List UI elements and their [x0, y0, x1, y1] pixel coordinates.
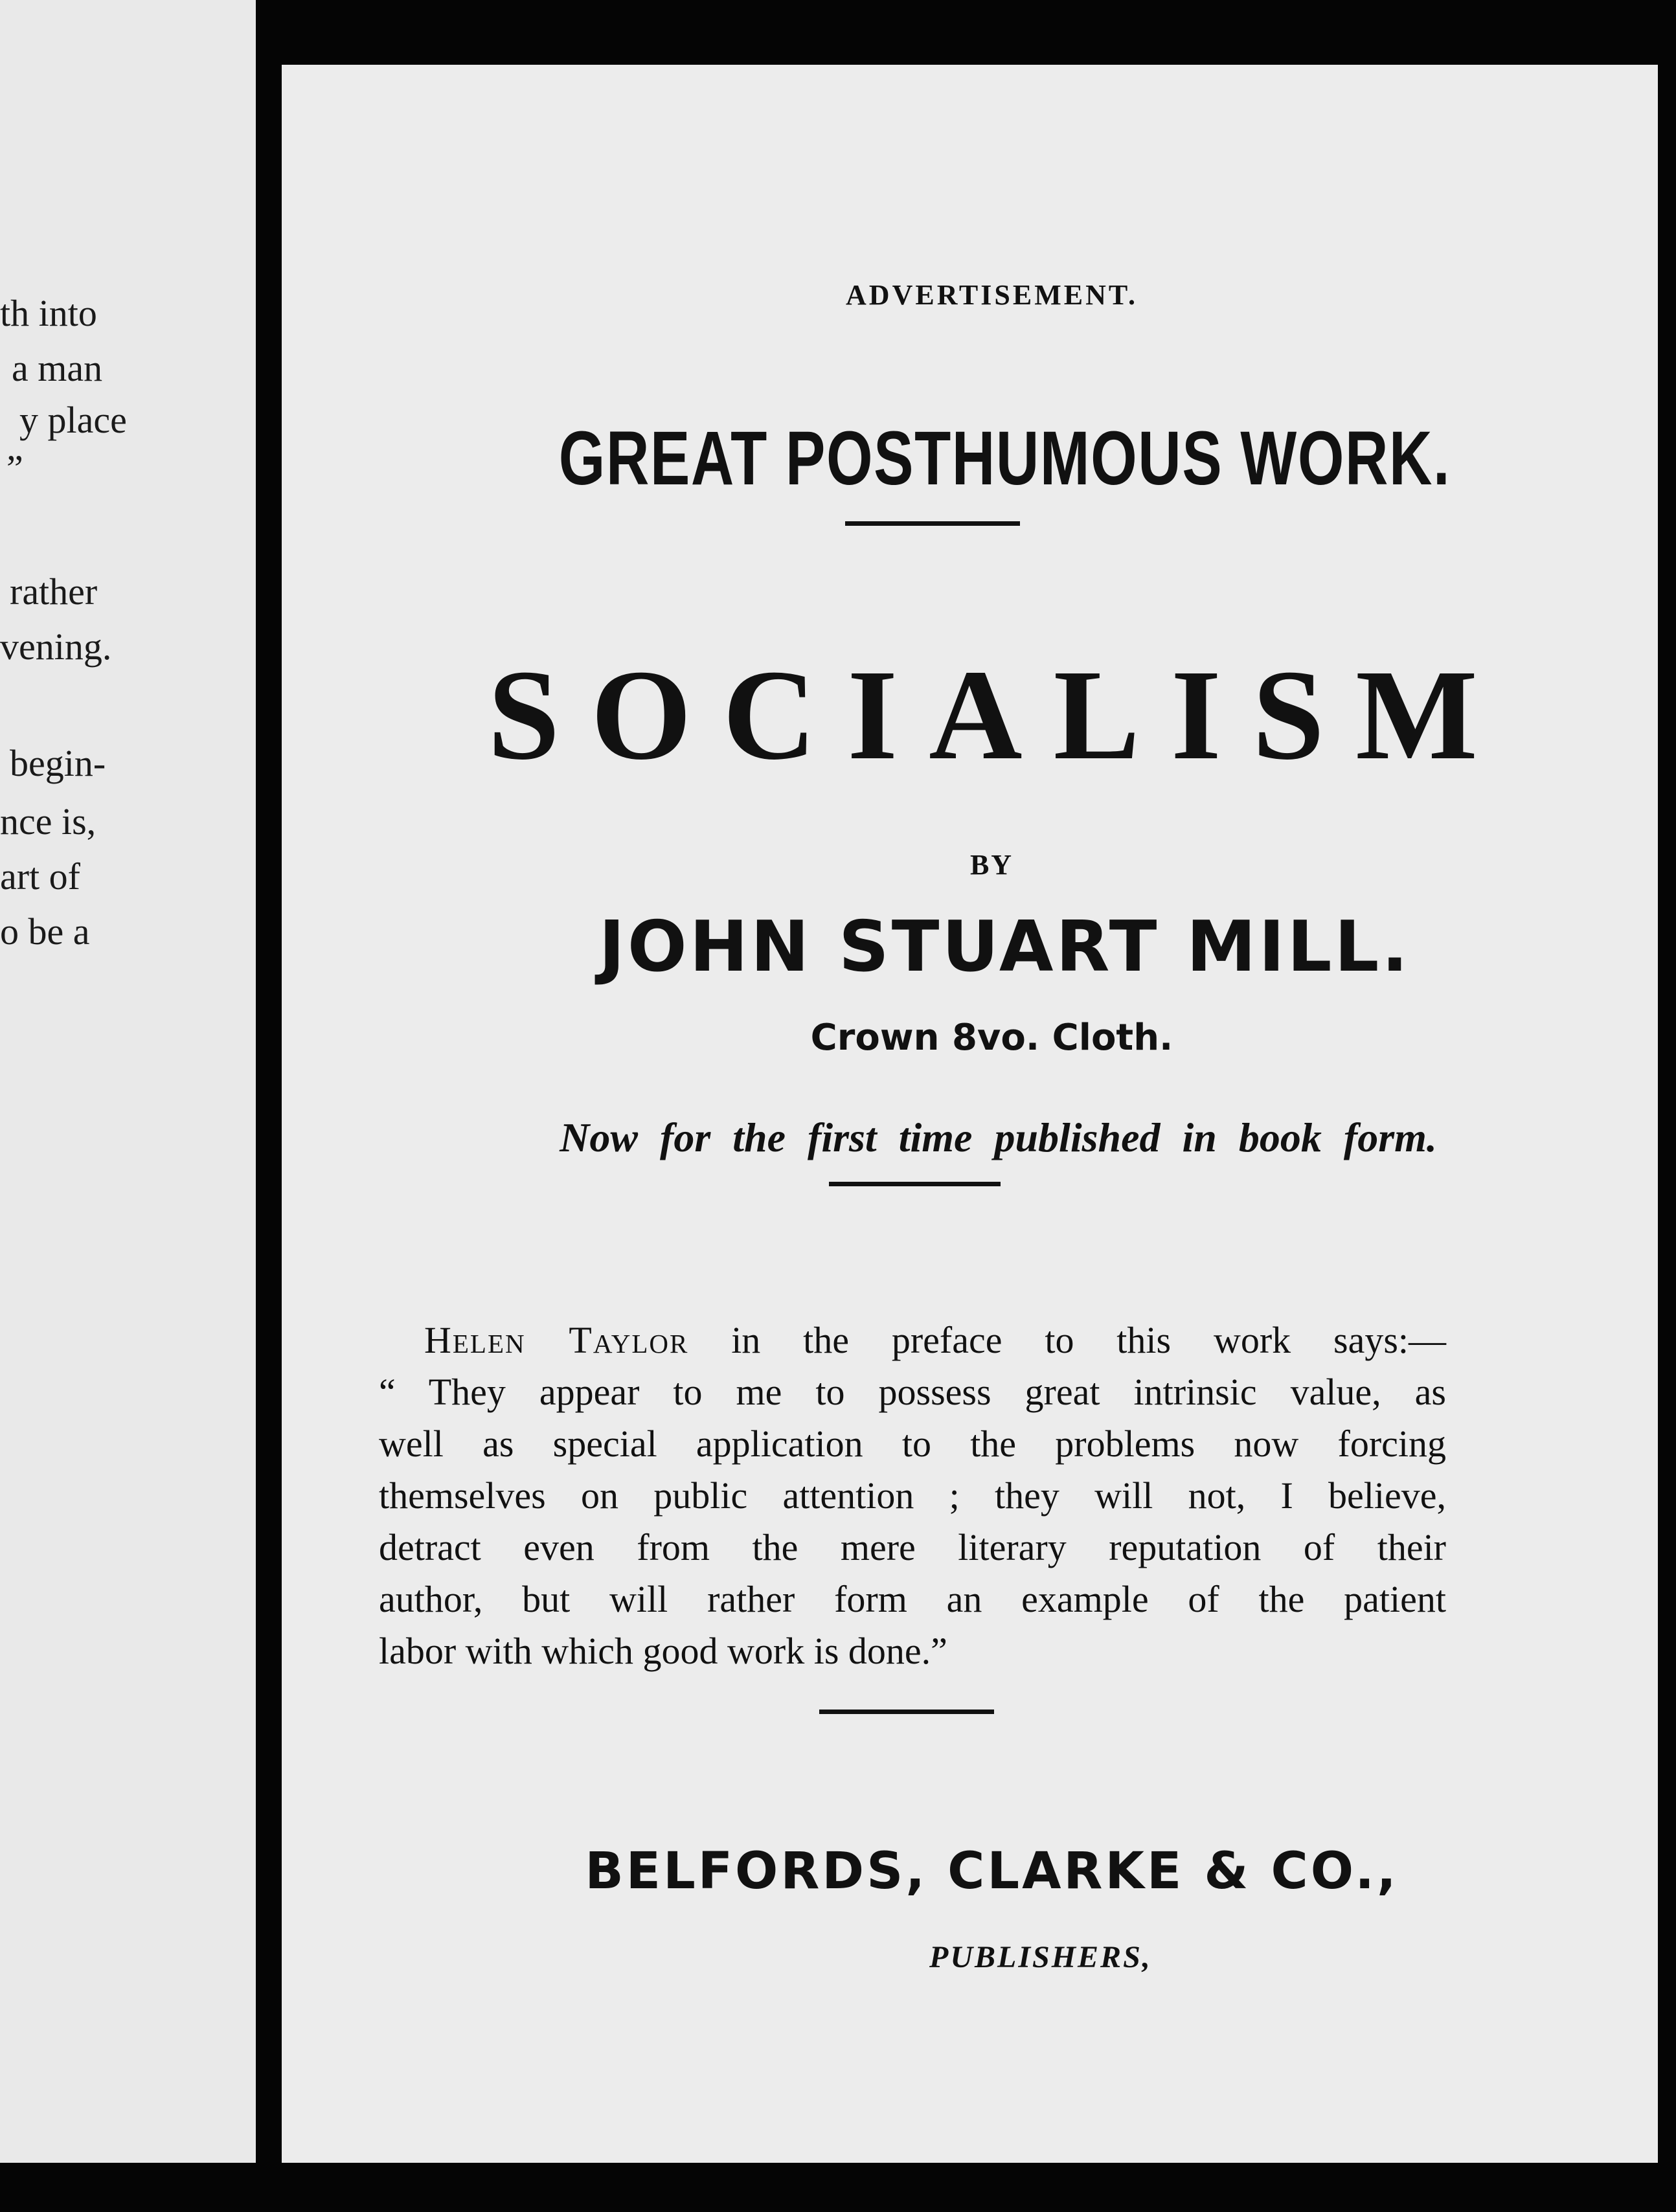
quote-line: well as special application to the problems now forcing: [379, 1423, 1446, 1465]
book-title: SOCIALISM: [488, 644, 1509, 787]
left-page-line: y place: [19, 399, 127, 441]
scan-border-bottom: [0, 2163, 1676, 2212]
scan-border-right: [1658, 0, 1676, 2212]
left-page-line: art of: [0, 855, 80, 897]
publishers-label: PUBLISHERS,: [929, 1940, 1152, 1974]
left-page-line: vening.: [0, 626, 112, 668]
author-name: JOHN STUART MILL.: [598, 907, 1411, 988]
advertisement-label: ADVERTISEMENT.: [846, 279, 1138, 311]
quote-line: “ They appear to me to possess great intrinsic value, as: [379, 1371, 1446, 1413]
divider-rule: [829, 1182, 1001, 1186]
left-page-line: a man: [12, 347, 103, 389]
left-page-line: o be a: [0, 910, 90, 953]
preface-quote: [379, 1315, 1446, 1677]
advertisement-page: [282, 65, 1676, 2163]
left-page-line: th into: [0, 292, 97, 334]
left-page-line: begin-: [10, 742, 106, 784]
left-page-line: rather: [10, 570, 98, 613]
quote-speaker: Helen Taylor: [424, 1319, 689, 1361]
publication-note: Now for the first time published in book form.: [560, 1114, 1437, 1160]
publisher-name: BELFORDS, CLARKE & CO.,: [585, 1842, 1399, 1901]
quote-line: [379, 1315, 1446, 1366]
quote-line: author, but will rather form an example of the patient: [379, 1578, 1446, 1620]
quote-line-text: in the preface to this work says:—: [731, 1319, 1447, 1361]
quote-line: detract even from the mere literary reputation of their: [379, 1526, 1446, 1568]
edition-format: Crown 8vo. Cloth.: [810, 1017, 1173, 1059]
quote-line: themselves on public attention ; they will not, I believe,: [379, 1474, 1446, 1517]
left-page-line: nce is,: [0, 800, 96, 842]
scan-border-top: [282, 0, 1676, 65]
headline: GREAT POSTHUMOUS WORK.: [558, 416, 1451, 501]
divider-rule: [845, 521, 1020, 526]
byline: BY: [969, 849, 1014, 881]
book-gutter: [256, 0, 282, 2212]
quote-line: labor with which good work is done.”: [379, 1630, 947, 1672]
left-page-line: ”: [6, 447, 23, 490]
left-facing-page: [0, 0, 256, 2163]
divider-rule: [819, 1710, 994, 1714]
